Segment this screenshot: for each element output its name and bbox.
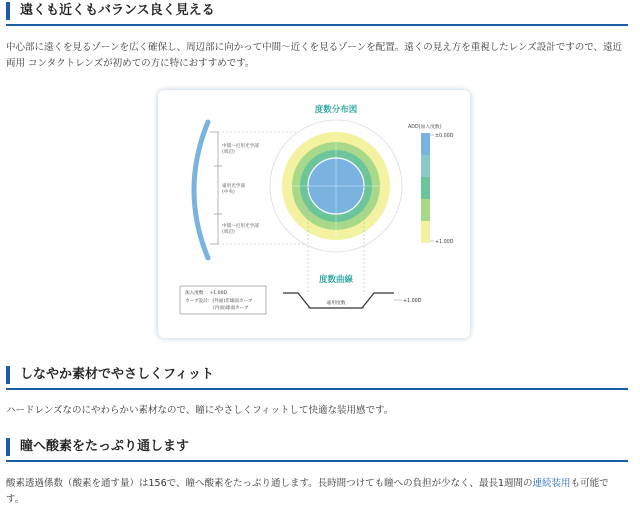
heading-bar	[6, 2, 10, 20]
continuous-wear-link[interactable]: 連続装用	[532, 478, 571, 489]
zone-upper-label: 中間～近用光学部	[222, 144, 259, 149]
section-text-balance: 中心部に遠くを見るゾーンを広く確保し、周辺部に向かって中間～近くを見るゾーンを配置。遠くの見え方を重視したレンズ設計ですので、遠近 両用 コンタクトレンズが初めての方に特におすすめです。	[6, 42, 623, 69]
curve-title: 度数曲線	[318, 275, 354, 285]
add-bottom-label: +1.00D	[435, 240, 454, 245]
zone-center-label: 遠用光学部	[222, 184, 245, 189]
zone-upper-sub: (周辺)	[222, 150, 235, 155]
section-title: 遠くも近くもバランス良く見える	[20, 3, 215, 18]
section-title: しなやか素材でやさしくフィット	[20, 367, 214, 382]
zone-lower-label: 中間～近用光学部	[222, 224, 259, 229]
section-heading-fit	[6, 364, 628, 390]
section-heading-balance	[6, 0, 628, 26]
spec-add: 加入度数 ：+1.00D	[185, 291, 228, 296]
lens-diagram-svg	[158, 90, 470, 338]
curve-far-label: 遠用度数	[326, 301, 346, 306]
lens-diagram	[158, 90, 470, 338]
heading-bar	[6, 366, 10, 384]
curve-add-label: +1.00D	[403, 299, 422, 304]
add-label: ADD(加入度数)	[408, 125, 442, 130]
zone-center-sub: (中央)	[222, 190, 235, 195]
section-text-oxygen: 酸素透過係数（酸素を通す量）は156で、瞳へ酸素をたっぷり通します。長時間つけても瞳への負担が少なく、最長1週間の連続装用も可能で す。	[6, 478, 609, 505]
legend-far	[421, 133, 430, 155]
spec-curve-2: (内面)球面カーブ	[213, 306, 249, 311]
section-heading-oxygen	[6, 436, 628, 462]
add-top-label: ±0.00D	[435, 134, 454, 139]
lens-profile	[194, 122, 208, 258]
section-title: 瞳へ酸素をたっぷり通します	[20, 439, 190, 454]
heading-bar	[6, 438, 10, 456]
zone-lower-sub: (周辺)	[222, 230, 235, 235]
section-text-fit: ハードレンズなのにやわらかい素材なので、瞳にやさしくフィットして快適な装用感です。	[6, 405, 394, 416]
distribution-title: 度数分布図	[314, 105, 358, 115]
spec-curve-1: カーブ設計：(外面)非球面カーブ	[185, 299, 253, 304]
